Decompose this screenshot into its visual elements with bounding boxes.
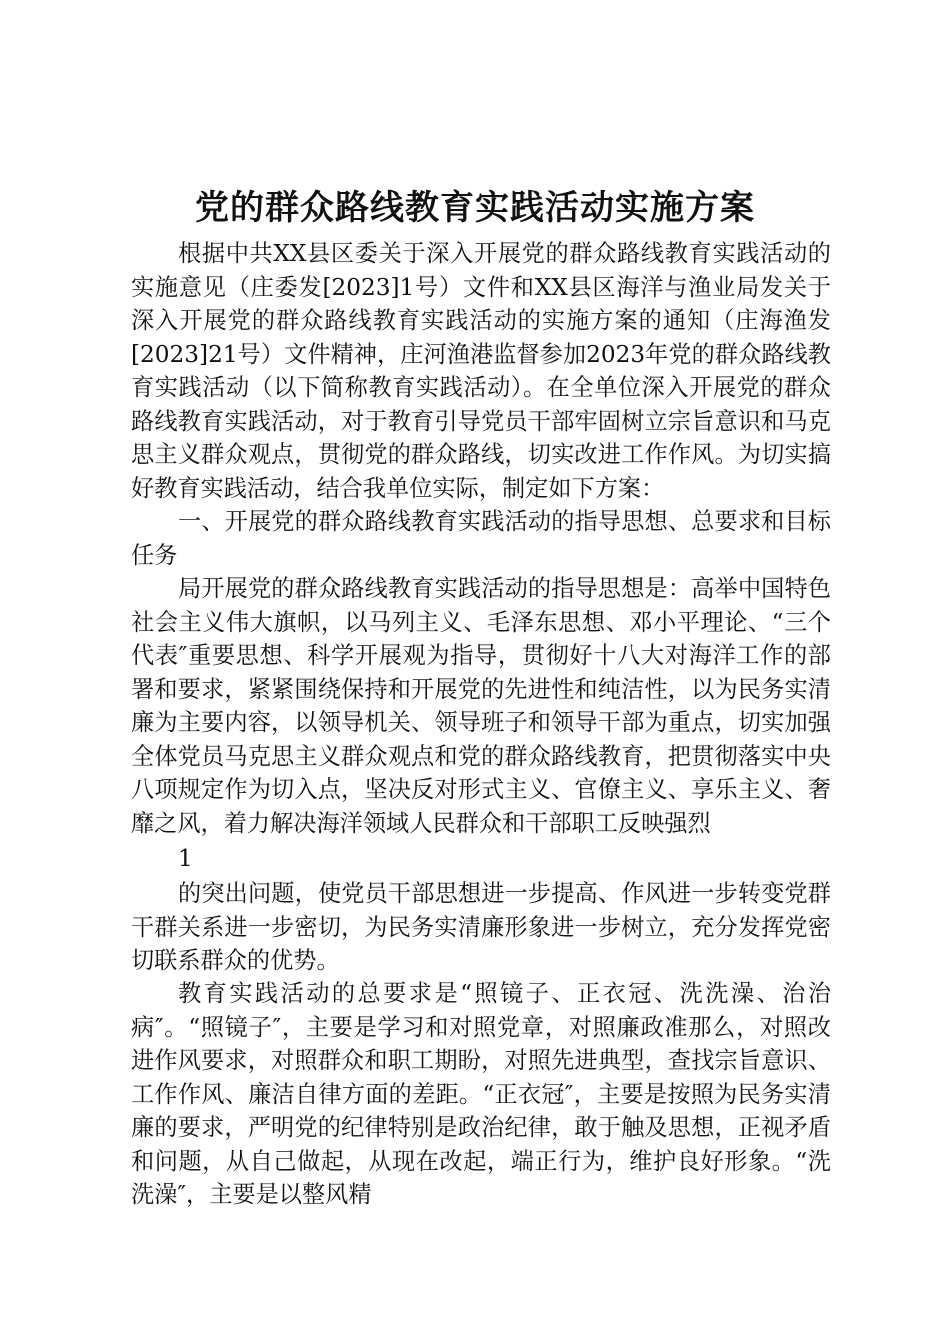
section-heading: 一、开展党的群众路线教育实践活动的指导思想、总要求和目标任务 — [131, 508, 831, 569]
general-requirement-paragraph: 教育实践活动的总要求是“照镜子、正衣冠、洗洗澡、治治病″。“照镜子″，主要是学习和对照党章，对照廉政准那么，对照改进作风要求，对照群众和职工期盼，对照先进典型，查找宗旨意识、工作作风、廉洁自律方面的差距。“正衣冠″，主要是按照为民务实清廉的要求，严明党的纪律特别是政治纪律，敢于触及思想，正视矛盾和问题，从自己做起，从现在改起，端正行为，维护良好形象。“洗洗澡″，主要是以整风精 — [131, 980, 831, 1208]
guiding-thought-paragraph: 局开展党的群众路线教育实践活动的指导思想是：高举中国特色社会主义伟大旗帜，以马列主义、毛泽东思想、邓小平理论、“三个代表″重要思想、科学开展观为指导，贯彻好十八大对海洋工作的部署和要求，紧紧围绕保持和开展党的先进性和纯洁性，以为民务实清廉为主要内容，以领导机关、领导班子和领导干部为重点，切实加强全体党员马克思主义群众观点和党的群众路线教育，把贯彻落实中央八项规定作为切入点，坚决反对形式主义、官僚主义、享乐主义、奢靡之风，着力解决海洋领域人民群众和干部职工反映强烈 — [131, 575, 831, 837]
intro-paragraph: 根据中共XX县区委关于深入开展党的群众路线教育实践活动的实施意见（庄委发[2023]1号）文件和XX县区海洋与渔业局发关于深入开展党的群众路线教育实践活动的实施方案的通知（庄海渔发[2023]21号）文件精神，庄河渔港监督参加2023年党的群众路线教育实践活动（以下简称教育实践活动）。在全单位深入开展党的群众路线教育实践活动，对于教育引导党员干部牢固树立宗旨意识和马克思主义群众观点，贯彻党的群众路线，切实改进工作作风。为切实搞好教育实践活动，结合我单位实际，制定如下方案： — [131, 240, 831, 502]
guiding-thought-continued-paragraph: 的突出问题，使党员干部思想进一步提高、作风进一步转变党群干群关系进一步密切，为民务实清廉形象进一步树立，充分发挥党密切联系群众的优势。 — [131, 880, 831, 974]
page-number: 1 — [178, 846, 193, 872]
document-title: 党的群众路线教育实践活动实施方案 — [195, 188, 755, 228]
